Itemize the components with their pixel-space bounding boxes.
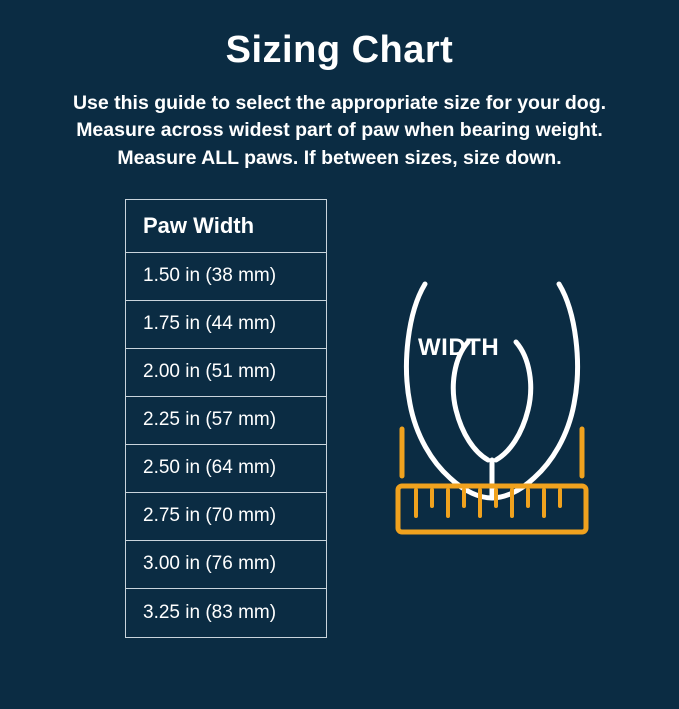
table-row: 3.00 in (76 mm) xyxy=(126,541,326,589)
table-row: 2.50 in (64 mm) xyxy=(126,445,326,493)
table-column-header: Paw Width xyxy=(126,200,326,253)
width-label: WIDTH xyxy=(418,333,500,361)
sizing-chart-page xyxy=(0,30,679,709)
paw-width-table xyxy=(125,199,327,638)
instructions-text: Use this guide to select the appropriate size for your dog. Measure across widest part of paw when bearing weight. Measure ALL paws. If between sizes, size down. xyxy=(72,91,607,170)
table-row: 1.50 in (38 mm) xyxy=(126,253,326,301)
page-title: Sizing Chart xyxy=(225,29,454,71)
table-row: 1.75 in (44 mm) xyxy=(126,301,326,349)
table-row: 2.75 in (70 mm) xyxy=(126,493,326,541)
table-row: 2.00 in (51 mm) xyxy=(126,349,326,397)
chart-content xyxy=(0,199,679,659)
paw-measurement-illustration xyxy=(370,254,620,584)
table-row: 3.25 in (83 mm) xyxy=(143,601,277,623)
table-row: 2.25 in (57 mm) xyxy=(126,397,326,445)
dog-paw-outline-icon xyxy=(370,254,620,584)
